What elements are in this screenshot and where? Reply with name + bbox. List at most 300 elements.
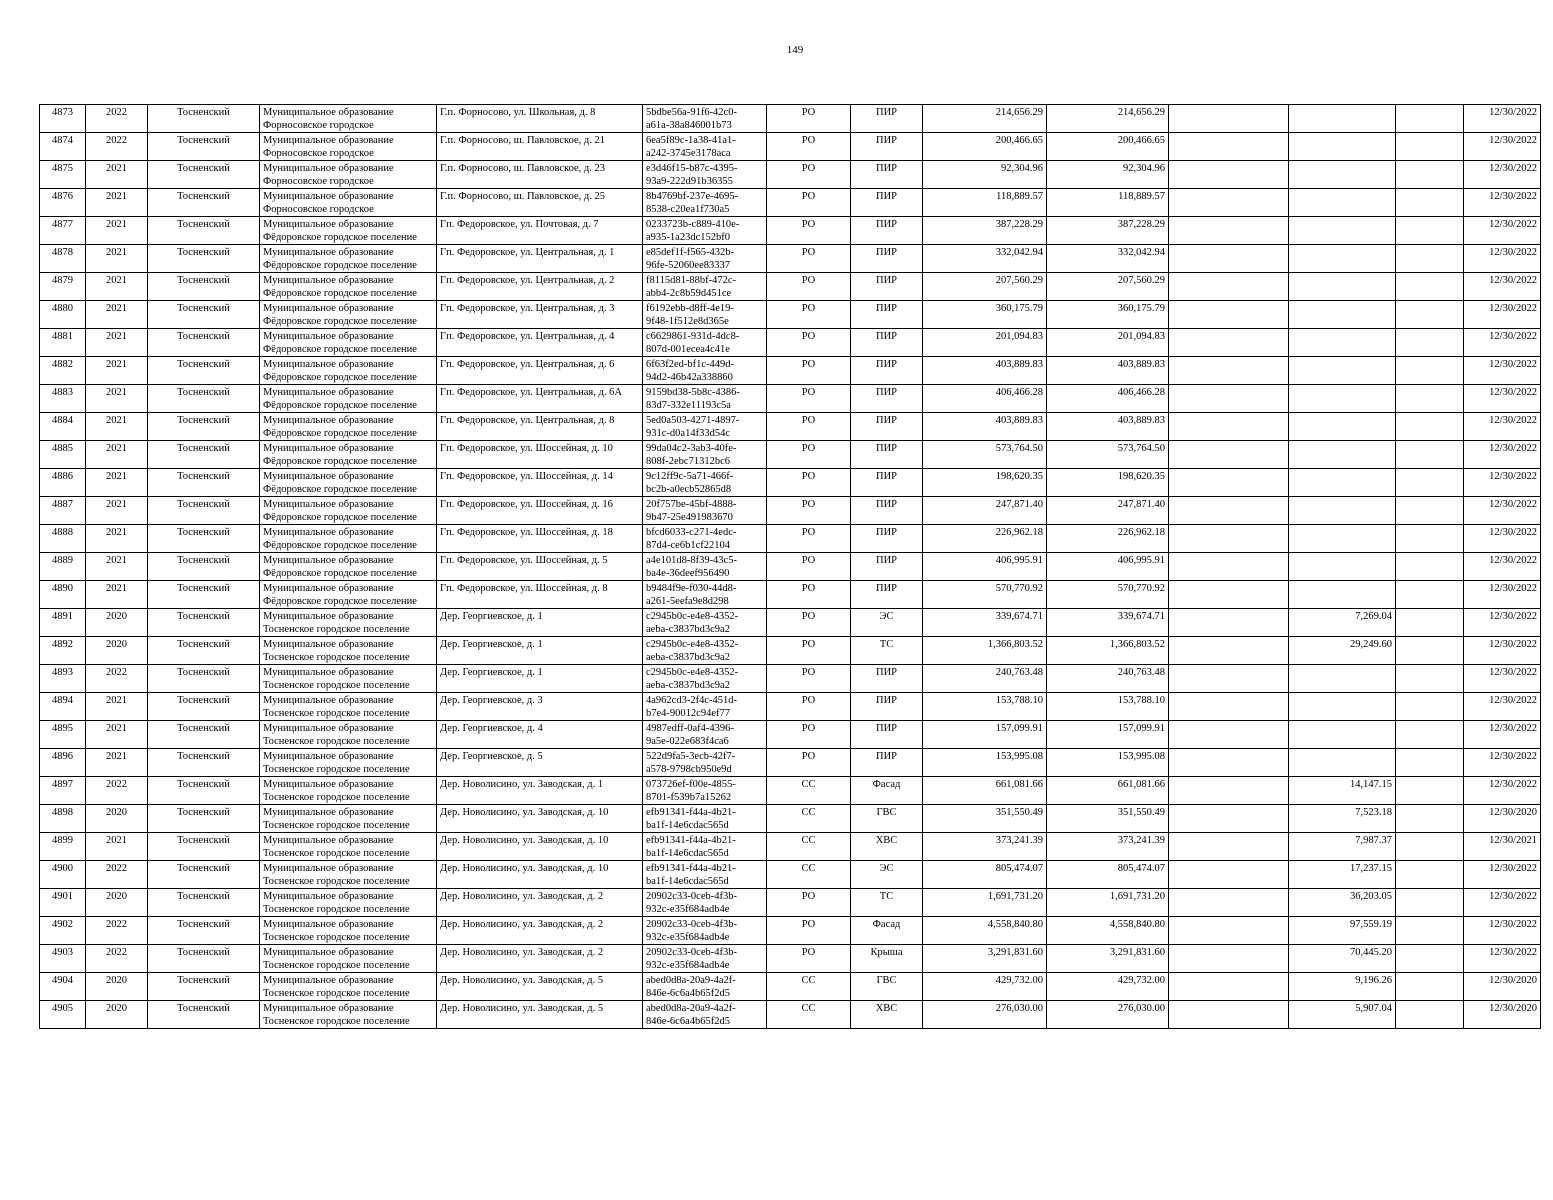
cell-district: Тосненский xyxy=(148,917,260,945)
cell-empty xyxy=(1396,245,1464,273)
cell-cost-total: 207,560.29 xyxy=(1047,273,1169,301)
cell-number: 4893 xyxy=(40,665,86,693)
cell-address: Гп. Федоровское, ул. Шоссейная, д. 16 xyxy=(437,497,643,525)
cell-date: 12/30/2022 xyxy=(1464,329,1541,357)
cell-district: Тосненский xyxy=(148,273,260,301)
cell-extra-2 xyxy=(1289,161,1396,189)
table-row xyxy=(40,525,1541,553)
cell-extra-1 xyxy=(1169,189,1289,217)
cell-date: 12/30/2022 xyxy=(1464,721,1541,749)
cell-municipality-line: Муниципальное образование xyxy=(263,667,394,678)
cell-guid-line: 932c-e35f684adb4e xyxy=(646,932,730,943)
cell-extra-1 xyxy=(1169,497,1289,525)
cell-guid xyxy=(643,833,767,861)
cell-municipality xyxy=(260,301,437,329)
cell-municipality xyxy=(260,553,437,581)
cell-number: 4894 xyxy=(40,693,86,721)
cell-date: 12/30/2022 xyxy=(1464,777,1541,805)
cell-municipality-line: Муниципальное образование xyxy=(263,499,394,510)
cell-guid xyxy=(643,469,767,497)
cell-work-type: ПИР xyxy=(851,497,923,525)
cell-cost-total: 198,620.35 xyxy=(1047,469,1169,497)
cell-work-type: ПИР xyxy=(851,413,923,441)
cell-date: 12/30/2022 xyxy=(1464,161,1541,189)
cell-district: Тосненский xyxy=(148,805,260,833)
cell-number: 4897 xyxy=(40,777,86,805)
cell-guid xyxy=(643,917,767,945)
cell-cost: 403,889.83 xyxy=(923,413,1047,441)
cell-number: 4892 xyxy=(40,637,86,665)
cell-guid-line: 87d4-ce6b1cf22104 xyxy=(646,540,730,551)
cell-number: 4904 xyxy=(40,973,86,1001)
cell-guid xyxy=(643,945,767,973)
cell-year: 2022 xyxy=(86,861,148,889)
cell-district: Тосненский xyxy=(148,357,260,385)
table-row xyxy=(40,301,1541,329)
cell-municipality-line: Фёдоровское городское поселение xyxy=(263,428,417,439)
cell-date: 12/30/2022 xyxy=(1464,581,1541,609)
cell-cost-total: 661,081.66 xyxy=(1047,777,1169,805)
table-row xyxy=(40,889,1541,917)
cell-date: 12/30/2022 xyxy=(1464,917,1541,945)
cell-empty xyxy=(1396,553,1464,581)
cell-guid-line: c6629861-931d-4dc8- xyxy=(646,331,740,342)
cell-guid-line: b7e4-90012c94ef77 xyxy=(646,708,730,719)
cell-guid-line: 96fe-52060ee83337 xyxy=(646,260,730,271)
cell-number: 4878 xyxy=(40,245,86,273)
cell-work-type: ПИР xyxy=(851,217,923,245)
cell-cost: 157,099.91 xyxy=(923,721,1047,749)
cell-number: 4900 xyxy=(40,861,86,889)
cell-extra-1 xyxy=(1169,553,1289,581)
cell-year: 2020 xyxy=(86,1001,148,1029)
cell-address: Гп. Федоровское, ул. Шоссейная, д. 18 xyxy=(437,525,643,553)
cell-cost: 351,550.49 xyxy=(923,805,1047,833)
cell-cost: 1,691,731.20 xyxy=(923,889,1047,917)
cell-extra-2 xyxy=(1289,721,1396,749)
cell-cost: 153,995.08 xyxy=(923,749,1047,777)
cell-guid-line: a4e101d8-8f39-43c5- xyxy=(646,555,737,566)
cell-guid-line: 846e-6c6a4b65f2d5 xyxy=(646,1016,730,1027)
cell-guid-line: a61a-38a846001b73 xyxy=(646,120,732,131)
cell-guid-line: 0233723b-c889-410e- xyxy=(646,219,740,230)
cell-guid-line: abed0d8a-20a9-4a2f- xyxy=(646,975,736,986)
cell-work-type: ПИР xyxy=(851,441,923,469)
cell-extra-1 xyxy=(1169,805,1289,833)
cell-guid-line: 932c-e35f684adb4e xyxy=(646,960,730,971)
cell-empty xyxy=(1396,133,1464,161)
cell-guid-line: 5bdbe56a-91f6-42c0- xyxy=(646,107,737,118)
cell-year: 2021 xyxy=(86,273,148,301)
cell-work-type: ПИР xyxy=(851,721,923,749)
cell-municipality-line: Муниципальное образование xyxy=(263,415,394,426)
cell-municipality-line: Тосненское городское поселение xyxy=(263,1016,410,1027)
cell-guid xyxy=(643,553,767,581)
cell-extra-2 xyxy=(1289,301,1396,329)
cell-cost-total: 1,366,803.52 xyxy=(1047,637,1169,665)
cell-fund-type: РО xyxy=(767,413,851,441)
cell-work-type: Фасад xyxy=(851,917,923,945)
cell-address: Гп. Федоровское, ул. Шоссейная, д. 8 xyxy=(437,581,643,609)
cell-guid-line: e3d46f15-b87c-4395- xyxy=(646,163,738,174)
cell-address: Гп. Федоровское, ул. Шоссейная, д. 14 xyxy=(437,469,643,497)
cell-extra-1 xyxy=(1169,161,1289,189)
cell-date: 12/30/2022 xyxy=(1464,945,1541,973)
cell-guid-line: 6ea5f89c-1a38-41a1- xyxy=(646,135,736,146)
cell-district: Тосненский xyxy=(148,497,260,525)
cell-cost-total: 805,474.07 xyxy=(1047,861,1169,889)
cell-municipality-line: Форносовское городское xyxy=(263,120,374,131)
cell-address: Дер. Георгиевское, д. 1 xyxy=(437,637,643,665)
cell-municipality xyxy=(260,105,437,133)
cell-number: 4884 xyxy=(40,413,86,441)
cell-extra-2: 36,203.05 xyxy=(1289,889,1396,917)
cell-guid xyxy=(643,889,767,917)
cell-guid xyxy=(643,329,767,357)
cell-municipality-line: Муниципальное образование xyxy=(263,779,394,790)
cell-municipality xyxy=(260,861,437,889)
cell-cost: 118,889.57 xyxy=(923,189,1047,217)
cell-cost: 573,764.50 xyxy=(923,441,1047,469)
cell-extra-1 xyxy=(1169,245,1289,273)
cell-guid-line: efb91341-f44a-4b21- xyxy=(646,807,736,818)
table-row xyxy=(40,245,1541,273)
cell-year: 2021 xyxy=(86,553,148,581)
cell-municipality xyxy=(260,637,437,665)
cell-guid-line: 99da04c2-3ab3-40fe- xyxy=(646,443,737,454)
cell-guid xyxy=(643,133,767,161)
cell-year: 2021 xyxy=(86,301,148,329)
cell-cost-total: 92,304.96 xyxy=(1047,161,1169,189)
cell-guid-line: a242-3745e3178aca xyxy=(646,148,731,159)
cell-guid-line: 931c-d0a14f33d54c xyxy=(646,428,730,439)
cell-extra-2 xyxy=(1289,329,1396,357)
cell-guid-line: 8701-f539b7a15262 xyxy=(646,792,732,803)
cell-fund-type: РО xyxy=(767,469,851,497)
table-row xyxy=(40,581,1541,609)
cell-work-type: ТС xyxy=(851,637,923,665)
cell-extra-2 xyxy=(1289,189,1396,217)
cell-cost: 805,474.07 xyxy=(923,861,1047,889)
cell-district: Тосненский xyxy=(148,161,260,189)
cell-municipality xyxy=(260,497,437,525)
cell-cost-total: 200,466.65 xyxy=(1047,133,1169,161)
cell-empty xyxy=(1396,973,1464,1001)
cell-year: 2021 xyxy=(86,329,148,357)
cell-number: 4881 xyxy=(40,329,86,357)
cell-date: 12/30/2022 xyxy=(1464,189,1541,217)
cell-empty xyxy=(1396,805,1464,833)
cell-work-type: ПИР xyxy=(851,385,923,413)
cell-municipality-line: Муниципальное образование xyxy=(263,919,394,930)
cell-guid xyxy=(643,105,767,133)
cell-municipality-line: Муниципальное образование xyxy=(263,107,394,118)
cell-municipality-line: Муниципальное образование xyxy=(263,751,394,762)
table-row xyxy=(40,273,1541,301)
cell-municipality xyxy=(260,217,437,245)
cell-guid-line: 94d2-46b42a338860 xyxy=(646,372,733,383)
cell-year: 2021 xyxy=(86,245,148,273)
cell-date: 12/30/2022 xyxy=(1464,553,1541,581)
cell-guid xyxy=(643,1001,767,1029)
cell-extra-1 xyxy=(1169,525,1289,553)
cell-address: Дер. Новолисино, ул. Заводская, д. 2 xyxy=(437,945,643,973)
cell-municipality xyxy=(260,609,437,637)
cell-district: Тосненский xyxy=(148,889,260,917)
cell-cost-total: 201,094.83 xyxy=(1047,329,1169,357)
cell-work-type: ПИР xyxy=(851,161,923,189)
cell-guid-line: efb91341-f44a-4b21- xyxy=(646,835,736,846)
cell-municipality xyxy=(260,749,437,777)
table-row xyxy=(40,749,1541,777)
cell-year: 2022 xyxy=(86,945,148,973)
cell-district: Тосненский xyxy=(148,749,260,777)
cell-municipality-line: Муниципальное образование xyxy=(263,471,394,482)
cell-guid-line: abb4-2c8b59d451ce xyxy=(646,288,732,299)
cell-extra-2 xyxy=(1289,413,1396,441)
cell-extra-1 xyxy=(1169,105,1289,133)
cell-number: 4905 xyxy=(40,1001,86,1029)
cell-municipality-line: Форносовское городское xyxy=(263,176,374,187)
cell-municipality-line: Муниципальное образование xyxy=(263,1003,394,1014)
cell-municipality xyxy=(260,777,437,805)
table-row xyxy=(40,553,1541,581)
cell-address: Гп. Федоровское, ул. Центральная, д. 6 xyxy=(437,357,643,385)
cell-year: 2021 xyxy=(86,469,148,497)
cell-municipality xyxy=(260,413,437,441)
cell-guid-line: 073726ef-f00e-4855- xyxy=(646,779,736,790)
table-row xyxy=(40,609,1541,637)
cell-fund-type: СС xyxy=(767,861,851,889)
cell-guid-line: 20f757be-45bf-4888- xyxy=(646,499,737,510)
cell-address: Дер. Новолисино, ул. Заводская, д. 2 xyxy=(437,889,643,917)
cell-municipality-line: Тосненское городское поселение xyxy=(263,932,410,943)
cell-address: Гп. Федоровское, ул. Центральная, д. 8 xyxy=(437,413,643,441)
table-row xyxy=(40,413,1541,441)
cell-cost: 92,304.96 xyxy=(923,161,1047,189)
cell-municipality xyxy=(260,721,437,749)
cell-cost: 332,042.94 xyxy=(923,245,1047,273)
cell-municipality-line: Муниципальное образование xyxy=(263,723,394,734)
cell-extra-1 xyxy=(1169,301,1289,329)
cell-municipality xyxy=(260,469,437,497)
cell-municipality-line: Муниципальное образование xyxy=(263,639,394,650)
cell-empty xyxy=(1396,693,1464,721)
cell-municipality-line: Муниципальное образование xyxy=(263,219,394,230)
cell-cost: 3,291,831.60 xyxy=(923,945,1047,973)
cell-date: 12/30/2022 xyxy=(1464,413,1541,441)
cell-fund-type: РО xyxy=(767,917,851,945)
cell-address: Дер. Новолисино, ул. Заводская, д. 5 xyxy=(437,973,643,1001)
cell-empty xyxy=(1396,917,1464,945)
cell-municipality-line: Фёдоровское городское поселение xyxy=(263,568,417,579)
cell-work-type: ЭС xyxy=(851,861,923,889)
cell-district: Тосненский xyxy=(148,189,260,217)
cell-work-type: ПИР xyxy=(851,581,923,609)
cell-guid-line: b9484f9e-f030-44d8- xyxy=(646,583,737,594)
cell-municipality-line: Форносовское городское xyxy=(263,148,374,159)
cell-empty xyxy=(1396,861,1464,889)
cell-district: Тосненский xyxy=(148,217,260,245)
cell-municipality-line: Тосненское городское поселение xyxy=(263,988,410,999)
cell-fund-type: РО xyxy=(767,721,851,749)
cell-municipality-line: Муниципальное образование xyxy=(263,135,394,146)
cell-year: 2022 xyxy=(86,665,148,693)
cell-extra-1 xyxy=(1169,1001,1289,1029)
table-row xyxy=(40,329,1541,357)
cell-guid-line: f8115d81-88bf-472c- xyxy=(646,275,737,286)
cell-cost: 387,228.29 xyxy=(923,217,1047,245)
cell-extra-2 xyxy=(1289,273,1396,301)
cell-district: Тосненский xyxy=(148,581,260,609)
cell-guid xyxy=(643,973,767,1001)
cell-empty xyxy=(1396,889,1464,917)
cell-fund-type: СС xyxy=(767,1001,851,1029)
cell-work-type: ПИР xyxy=(851,693,923,721)
cell-extra-2: 17,237.15 xyxy=(1289,861,1396,889)
cell-district: Тосненский xyxy=(148,469,260,497)
cell-fund-type: РО xyxy=(767,497,851,525)
cell-extra-1 xyxy=(1169,917,1289,945)
cell-date: 12/30/2022 xyxy=(1464,357,1541,385)
cell-year: 2021 xyxy=(86,497,148,525)
cell-date: 12/30/2022 xyxy=(1464,245,1541,273)
cell-number: 4890 xyxy=(40,581,86,609)
cell-address: Дер. Новолисино, ул. Заводская, д. 2 xyxy=(437,917,643,945)
cell-empty xyxy=(1396,609,1464,637)
table-row xyxy=(40,441,1541,469)
cell-cost-total: 360,175.79 xyxy=(1047,301,1169,329)
cell-cost: 198,620.35 xyxy=(923,469,1047,497)
cell-extra-2: 5,907.04 xyxy=(1289,1001,1396,1029)
cell-extra-2: 7,269.04 xyxy=(1289,609,1396,637)
cell-year: 2021 xyxy=(86,749,148,777)
registry-table xyxy=(39,104,1541,1029)
cell-extra-2 xyxy=(1289,553,1396,581)
cell-address: Дер. Новолисино, ул. Заводская, д. 10 xyxy=(437,861,643,889)
cell-municipality-line: Фёдоровское городское поселение xyxy=(263,288,417,299)
cell-address: Дер. Георгиевское, д. 1 xyxy=(437,665,643,693)
table-row xyxy=(40,833,1541,861)
cell-extra-2 xyxy=(1289,693,1396,721)
cell-municipality-line: Муниципальное образование xyxy=(263,527,394,538)
cell-date: 12/30/2022 xyxy=(1464,497,1541,525)
cell-guid xyxy=(643,861,767,889)
cell-date: 12/30/2021 xyxy=(1464,833,1541,861)
cell-municipality-line: Фёдоровское городское поселение xyxy=(263,456,417,467)
cell-guid-line: 9159bd38-5b8c-4386- xyxy=(646,387,740,398)
cell-number: 4882 xyxy=(40,357,86,385)
cell-guid xyxy=(643,609,767,637)
cell-municipality-line: Фёдоровское городское поселение xyxy=(263,232,417,243)
cell-guid xyxy=(643,581,767,609)
cell-cost-total: 226,962.18 xyxy=(1047,525,1169,553)
cell-extra-1 xyxy=(1169,581,1289,609)
cell-number: 4889 xyxy=(40,553,86,581)
cell-municipality xyxy=(260,581,437,609)
cell-district: Тосненский xyxy=(148,525,260,553)
cell-guid-line: 5ed0a503-4271-4897- xyxy=(646,415,740,426)
cell-address: Гп. Федоровское, ул. Центральная, д. 3 xyxy=(437,301,643,329)
cell-fund-type: РО xyxy=(767,273,851,301)
cell-municipality-line: Фёдоровское городское поселение xyxy=(263,400,417,411)
cell-cost-total: 403,889.83 xyxy=(1047,413,1169,441)
cell-date: 12/30/2022 xyxy=(1464,889,1541,917)
cell-guid-line: 808f-2ebc71312bc6 xyxy=(646,456,730,467)
cell-number: 4883 xyxy=(40,385,86,413)
cell-guid-line: bfcd6033-c271-4edc- xyxy=(646,527,737,538)
cell-address: Дер. Новолисино, ул. Заводская, д. 10 xyxy=(437,833,643,861)
cell-guid xyxy=(643,189,767,217)
cell-cost-total: 570,770.92 xyxy=(1047,581,1169,609)
cell-date: 12/30/2022 xyxy=(1464,273,1541,301)
cell-cost-total: 3,291,831.60 xyxy=(1047,945,1169,973)
cell-district: Тосненский xyxy=(148,721,260,749)
cell-date: 12/30/2022 xyxy=(1464,749,1541,777)
cell-work-type: ПИР xyxy=(851,665,923,693)
cell-number: 4903 xyxy=(40,945,86,973)
cell-extra-2: 7,523.18 xyxy=(1289,805,1396,833)
cell-fund-type: РО xyxy=(767,217,851,245)
cell-date: 12/30/2022 xyxy=(1464,441,1541,469)
table-row xyxy=(40,189,1541,217)
cell-district: Тосненский xyxy=(148,833,260,861)
cell-municipality-line: Муниципальное образование xyxy=(263,387,394,398)
cell-number: 4888 xyxy=(40,525,86,553)
cell-date: 12/30/2022 xyxy=(1464,665,1541,693)
cell-municipality xyxy=(260,945,437,973)
cell-guid-line: 8538-c20ea1f730a5 xyxy=(646,204,730,215)
cell-empty xyxy=(1396,525,1464,553)
table-row xyxy=(40,161,1541,189)
cell-guid xyxy=(643,497,767,525)
cell-guid xyxy=(643,637,767,665)
cell-extra-1 xyxy=(1169,133,1289,161)
cell-fund-type: РО xyxy=(767,609,851,637)
cell-guid xyxy=(643,777,767,805)
cell-extra-2: 29,249.60 xyxy=(1289,637,1396,665)
cell-extra-1 xyxy=(1169,665,1289,693)
cell-year: 2021 xyxy=(86,161,148,189)
cell-empty xyxy=(1396,777,1464,805)
cell-guid xyxy=(643,665,767,693)
cell-fund-type: РО xyxy=(767,105,851,133)
cell-municipality xyxy=(260,357,437,385)
cell-year: 2020 xyxy=(86,889,148,917)
cell-year: 2021 xyxy=(86,385,148,413)
cell-empty xyxy=(1396,161,1464,189)
cell-date: 12/30/2022 xyxy=(1464,385,1541,413)
page-number: 149 xyxy=(786,44,804,56)
cell-extra-1 xyxy=(1169,861,1289,889)
cell-guid xyxy=(643,217,767,245)
cell-extra-1 xyxy=(1169,833,1289,861)
cell-date: 12/30/2022 xyxy=(1464,861,1541,889)
cell-district: Тосненский xyxy=(148,105,260,133)
cell-guid-line: aeba-c3837bd3c9a2 xyxy=(646,624,730,635)
cell-extra-1 xyxy=(1169,357,1289,385)
cell-municipality-line: Тосненское городское поселение xyxy=(263,736,410,747)
cell-fund-type: РО xyxy=(767,581,851,609)
cell-extra-1 xyxy=(1169,441,1289,469)
cell-extra-2: 9,196.26 xyxy=(1289,973,1396,1001)
cell-guid-line: 9b47-25e491983670 xyxy=(646,512,733,523)
cell-guid xyxy=(643,161,767,189)
table-row xyxy=(40,973,1541,1001)
cell-number: 4891 xyxy=(40,609,86,637)
cell-municipality-line: Форносовское городское xyxy=(263,204,374,215)
cell-year: 2021 xyxy=(86,413,148,441)
